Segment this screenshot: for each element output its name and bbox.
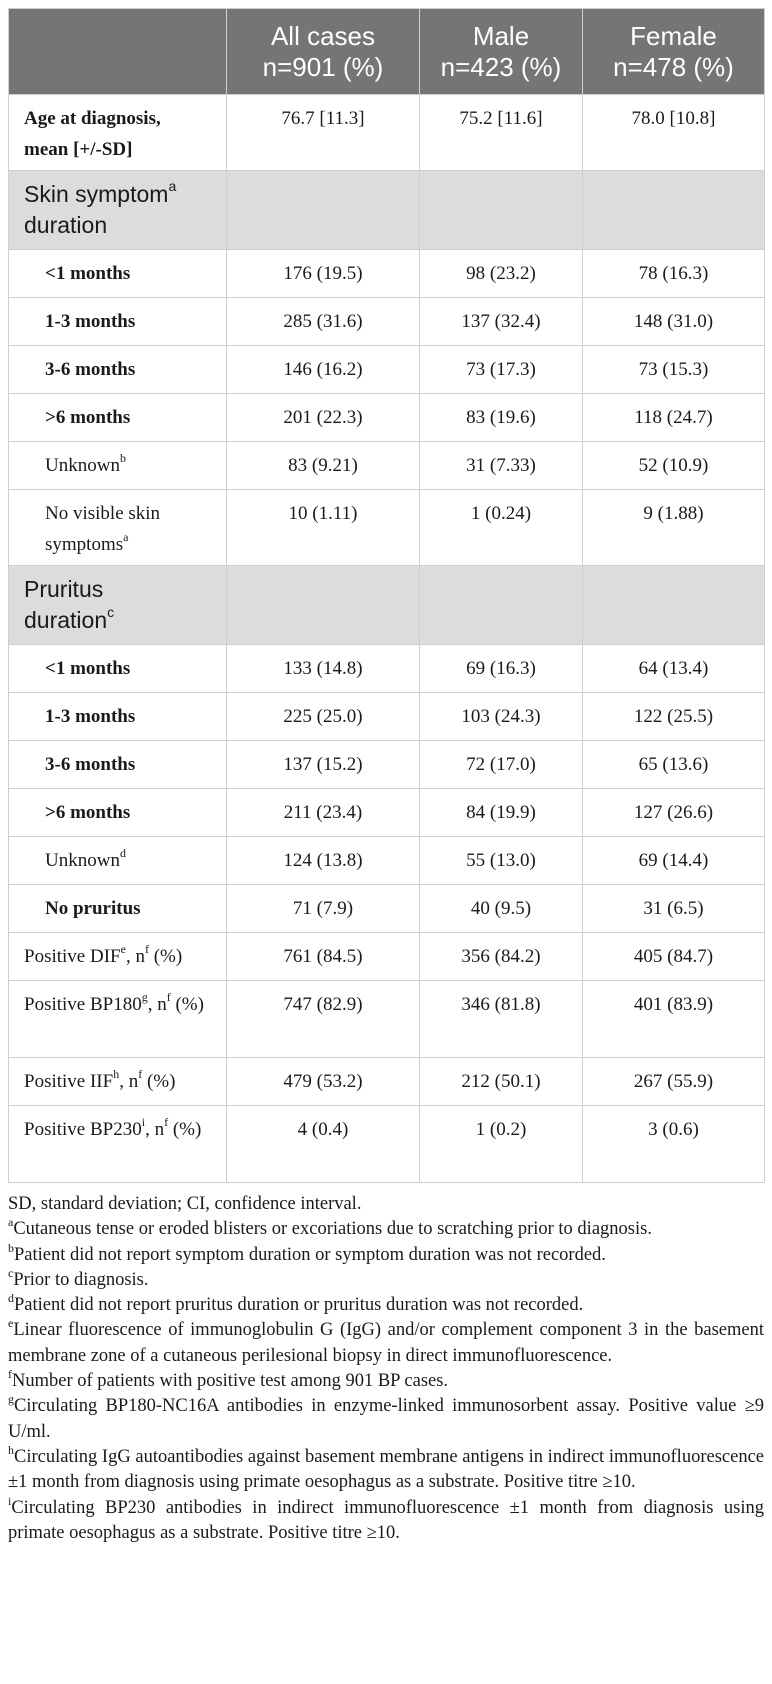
cell-female: 64 (13.4): [583, 645, 765, 693]
document: [8, 8, 764, 1546]
cell-female: 405 (84.7): [583, 933, 765, 981]
footnote-i: $^i$Circulating BP230 antibodies in indirect immunofluorescence ±1 month from diagnosis using primate oesophagus as a substrate. Positive titre ≥10.: [8, 1493, 764, 1543]
row-label: 3-6 months: [9, 346, 227, 394]
cell-male: 72 (17.0): [420, 741, 583, 789]
cell-male: 40 (9.5): [420, 885, 583, 933]
row-label: >6 months: [9, 394, 227, 442]
cell-all: 4 (0.4): [227, 1106, 420, 1183]
table-row: [9, 346, 765, 394]
section-title: Pruritus duration$^c$: [9, 566, 227, 645]
cell-female: 78.0 [10.8]: [583, 95, 765, 171]
cell-male: 98 (23.2): [420, 250, 583, 298]
row-label: 3-6 months: [9, 741, 227, 789]
cell-male: 1 (0.2): [420, 1106, 583, 1183]
cell-all: 76.7 [11.3]: [227, 95, 420, 171]
cell-all: 211 (23.4): [227, 789, 420, 837]
cell-male: 69 (16.3): [420, 645, 583, 693]
table-row: [9, 442, 765, 490]
footnote-f: $^f$Number of patients with positive test among 901 BP cases.: [8, 1367, 449, 1392]
cell-all: 201 (22.3): [227, 394, 420, 442]
footnote-c: $^c$Prior to diagnosis.: [8, 1265, 149, 1290]
footnote-h: $^h$Circulating IgG autoantibodies against basement membrane antigens in indirect immunofluorescence ±1 month from diagnosis using primate oesophagus as a substrate. Positive titre ≥10.: [8, 1442, 764, 1493]
row-label: Age at diagnosis, mean [+/-SD]: [9, 95, 227, 171]
cell-all: 133 (14.8): [227, 645, 420, 693]
cell-female: 73 (15.3): [583, 346, 765, 394]
table-footnotes: [8, 1192, 764, 1546]
cell-male: 1 (0.24): [420, 490, 583, 566]
header-all-cases-title: All cases: [270, 21, 376, 51]
row-label: Positive IIF$^h$, $n^f$ (%): [9, 1058, 227, 1106]
cell-male: 356 (84.2): [420, 933, 583, 981]
cell-female: 9 (1.88): [583, 490, 765, 566]
demographics-table: [8, 8, 765, 1183]
row-label: <1 months: [9, 645, 227, 693]
footnote-b: $^b$Patient did not report symptom duration or symptom duration was not recorded.: [8, 1240, 606, 1265]
cell-all: 83 (9.21): [227, 442, 420, 490]
cell-all: 225 (25.0): [227, 693, 420, 741]
cell-male: 83 (19.6): [420, 394, 583, 442]
footnote-g: $^g$Circulating BP180-NC16A antibodies in enzyme-linked immunosorbent assay. Positive value ≥9 U/ml.: [8, 1392, 764, 1442]
row-label: <1 months: [9, 250, 227, 298]
table-row: [9, 837, 765, 885]
header-corner: [9, 9, 227, 95]
cell-female: 78 (16.3): [583, 250, 765, 298]
cell-female: 148 (31.0): [583, 298, 765, 346]
table-row: [9, 885, 765, 933]
cell-male: 137 (32.4): [420, 298, 583, 346]
row-label: Positive DIF$^e$, $n^f$ (%): [9, 933, 227, 981]
cell-male: 31 (7.33): [420, 442, 583, 490]
cell-female: 3 (0.6): [583, 1106, 765, 1183]
table-row: [9, 490, 765, 566]
table-row: [9, 741, 765, 789]
cell-all: 761 (84.5): [227, 933, 420, 981]
row-label: Unknown$^d$: [9, 837, 227, 885]
cell-all: 285 (31.6): [227, 298, 420, 346]
cell-female: 267 (55.9): [583, 1058, 765, 1106]
table-row: [9, 789, 765, 837]
table-row: [9, 693, 765, 741]
cell-female: 69 (14.4): [583, 837, 765, 885]
cell-male: 84 (19.9): [420, 789, 583, 837]
table-row-positive-dif: [9, 933, 765, 981]
footnote-a: $^a$Cutaneous tense or eroded blisters or excoriations due to scratching prior to diagnosis.: [8, 1215, 652, 1240]
cell-all: 124 (13.8): [227, 837, 420, 885]
cell-all: 137 (15.2): [227, 741, 420, 789]
cell-male: 55 (13.0): [420, 837, 583, 885]
cell-female: 118 (24.7): [583, 394, 765, 442]
cell-all: 71 (7.9): [227, 885, 420, 933]
footnote-abbreviations: SD, standard deviation; CI, confidence interval.: [8, 1194, 362, 1214]
table-row-age: [9, 95, 765, 171]
row-label: 1-3 months: [9, 298, 227, 346]
cell-female: 401 (83.9): [583, 981, 765, 1058]
cell-male: 73 (17.3): [420, 346, 583, 394]
cell-all: 176 (19.5): [227, 250, 420, 298]
cell-male: 75.2 [11.6]: [420, 95, 583, 171]
row-label: No visible skin symptoms$^a$: [9, 490, 227, 566]
table-row: [9, 250, 765, 298]
section-title: Skin symptom$^a$ duration: [9, 171, 227, 250]
row-label: No pruritus: [9, 885, 227, 933]
row-label: Positive BP180$^g$, $n^f$ (%): [9, 981, 227, 1058]
cell-female: 122 (25.5): [583, 693, 765, 741]
table-row-positive-bp230: [9, 1106, 765, 1183]
row-label: Unknown$^b$: [9, 442, 227, 490]
header-male: [420, 9, 583, 95]
footnote-e: $^e$Linear fluorescence of immunoglobulin G (IgG) and/or complement component 3 in the basement membrane zone of a cutaneous perilesional biopsy in direct immunofluorescence.: [8, 1316, 764, 1366]
table-row: [9, 298, 765, 346]
cell-all: 747 (82.9): [227, 981, 420, 1058]
cell-female: 127 (26.6): [583, 789, 765, 837]
section-pruritus: [9, 566, 765, 645]
section-skin-symptom: [9, 171, 765, 250]
header-male-title: Male: [472, 21, 530, 51]
cell-male: 346 (81.8): [420, 981, 583, 1058]
header-female: [583, 9, 765, 95]
cell-female: 52 (10.9): [583, 442, 765, 490]
table-row: [9, 645, 765, 693]
cell-female: 65 (13.6): [583, 741, 765, 789]
header-female-title: Female: [630, 21, 717, 51]
table-row: [9, 394, 765, 442]
cell-male: 103 (24.3): [420, 693, 583, 741]
cell-female: 31 (6.5): [583, 885, 765, 933]
row-label: >6 months: [9, 789, 227, 837]
cell-male: 212 (50.1): [420, 1058, 583, 1106]
header-male-n: n=423 (%): [440, 52, 562, 82]
cell-all: 10 (1.11): [227, 490, 420, 566]
header-all-cases-n: n=901 (%): [262, 52, 384, 82]
row-label: 1-3 months: [9, 693, 227, 741]
footnote-d: $^d$Patient did not report pruritus duration or pruritus duration was not recorded.: [8, 1291, 584, 1316]
header-all-cases: [227, 9, 420, 95]
header-row: [9, 9, 765, 95]
row-label: Positive BP230$^i$, $n^f$ (%): [9, 1106, 227, 1183]
table-row-positive-bp180: [9, 981, 765, 1058]
cell-all: 479 (53.2): [227, 1058, 420, 1106]
cell-all: 146 (16.2): [227, 346, 420, 394]
header-female-n: n=478 (%): [613, 52, 734, 82]
table-row-positive-iif: [9, 1058, 765, 1106]
